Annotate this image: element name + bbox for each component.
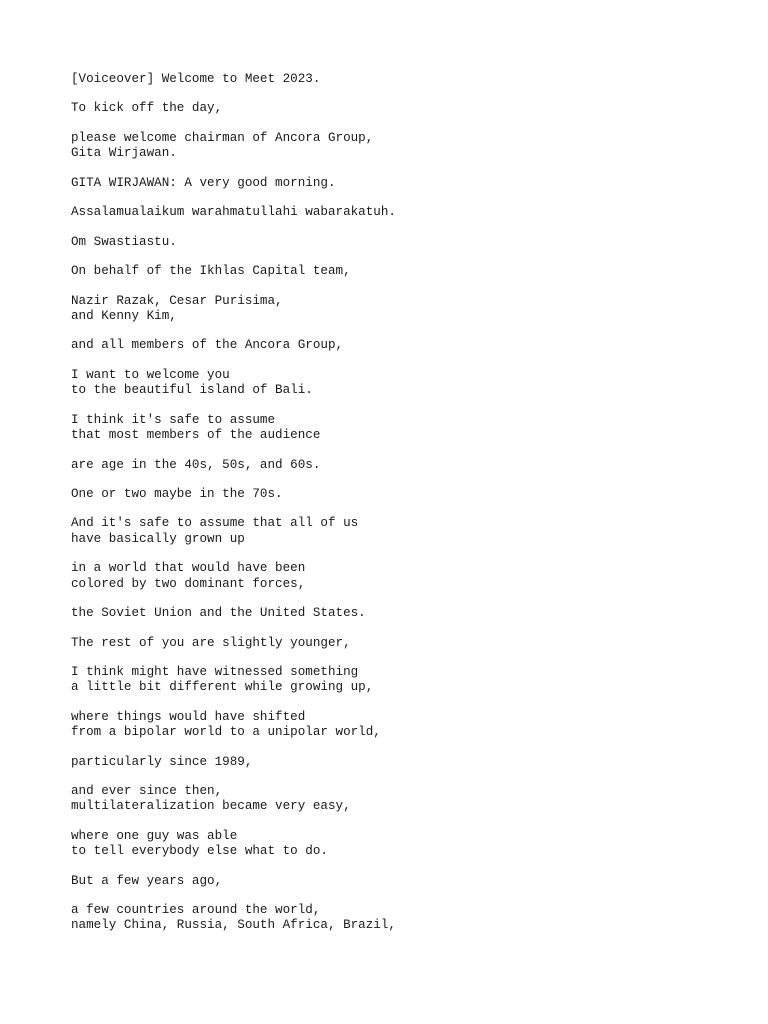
paragraph bbox=[71, 131, 731, 162]
text-line: from a bipolar world to a unipolar world, bbox=[71, 725, 381, 740]
paragraph bbox=[71, 205, 731, 220]
text-line: that most members of the audience bbox=[71, 428, 321, 443]
text-line: I think it's safe to assume bbox=[71, 412, 276, 427]
text-line: the Soviet Union and the United States. bbox=[71, 606, 366, 621]
text-line: where things would have shifted bbox=[71, 709, 306, 724]
paragraph bbox=[71, 235, 731, 250]
text-line: and Kenny Kim, bbox=[71, 308, 177, 323]
paragraph bbox=[71, 665, 731, 696]
paragraph bbox=[71, 516, 731, 547]
text-line: have basically grown up bbox=[71, 531, 245, 546]
paragraph bbox=[71, 458, 731, 473]
paragraph bbox=[71, 176, 731, 191]
paragraph bbox=[71, 606, 731, 621]
text-line: colored by two dominant forces, bbox=[71, 576, 306, 591]
text-line: One or two maybe in the 70s. bbox=[71, 487, 283, 501]
text-line: I think might have witnessed something bbox=[71, 665, 359, 680]
paragraph bbox=[71, 829, 731, 860]
text-line: to the beautiful island of Bali. bbox=[71, 383, 313, 398]
paragraph bbox=[71, 338, 731, 353]
paragraph bbox=[71, 636, 731, 651]
text-line: Nazir Razak, Cesar Purisima, bbox=[71, 293, 283, 308]
text-line: GITA WIRJAWAN: A very good morning. bbox=[71, 175, 336, 190]
text-line: And it's safe to assume that all of us bbox=[71, 516, 359, 531]
text-line: a few countries around the world, bbox=[71, 903, 321, 918]
paragraph bbox=[71, 101, 731, 116]
paragraph bbox=[71, 413, 731, 444]
paragraph bbox=[71, 874, 731, 889]
paragraph bbox=[71, 710, 731, 741]
text-line: But a few years ago, bbox=[71, 873, 223, 888]
text-line: On behalf of the Ikhlas Capital team, bbox=[71, 264, 351, 279]
paragraph bbox=[71, 903, 731, 934]
paragraph bbox=[71, 755, 731, 770]
text-line: where one guy was able bbox=[71, 828, 238, 843]
text-line: Gita Wirjawan. bbox=[71, 146, 177, 161]
text-line: and all members of the Ancora Group, bbox=[71, 338, 344, 353]
text-line: Om Swastiastu. bbox=[71, 234, 177, 249]
paragraph bbox=[71, 294, 731, 325]
text-line: a little bit different while growing up, bbox=[71, 680, 374, 695]
paragraph bbox=[71, 784, 731, 815]
paragraph bbox=[71, 368, 731, 399]
text-line: please welcome chairman of Ancora Group, bbox=[71, 130, 374, 145]
text-line: particularly since 1989, bbox=[71, 754, 253, 769]
text-line: to tell everybody else what to do. bbox=[71, 844, 328, 859]
paragraph bbox=[71, 561, 731, 592]
paragraph bbox=[71, 487, 731, 502]
text-line: multilateralization became very easy, bbox=[71, 799, 351, 814]
text-line: Assalamualaikum warahmatullahi wabarakatuh. bbox=[71, 205, 396, 220]
text-line: The rest of you are slightly younger, bbox=[71, 635, 351, 650]
paragraph bbox=[71, 72, 731, 87]
transcript-page bbox=[71, 72, 731, 948]
text-line: are age in the 40s, 50s, and 60s. bbox=[71, 457, 321, 472]
text-line: namely China, Russia, South Africa, Brazil, bbox=[71, 918, 396, 933]
text-line: [Voiceover] Welcome to Meet 2023. bbox=[71, 72, 321, 86]
text-line: and ever since then, bbox=[71, 784, 223, 799]
paragraph bbox=[71, 264, 731, 279]
text-line: To kick off the day, bbox=[71, 101, 223, 116]
text-line: in a world that would have been bbox=[71, 561, 306, 576]
text-line: I want to welcome you bbox=[71, 367, 230, 382]
